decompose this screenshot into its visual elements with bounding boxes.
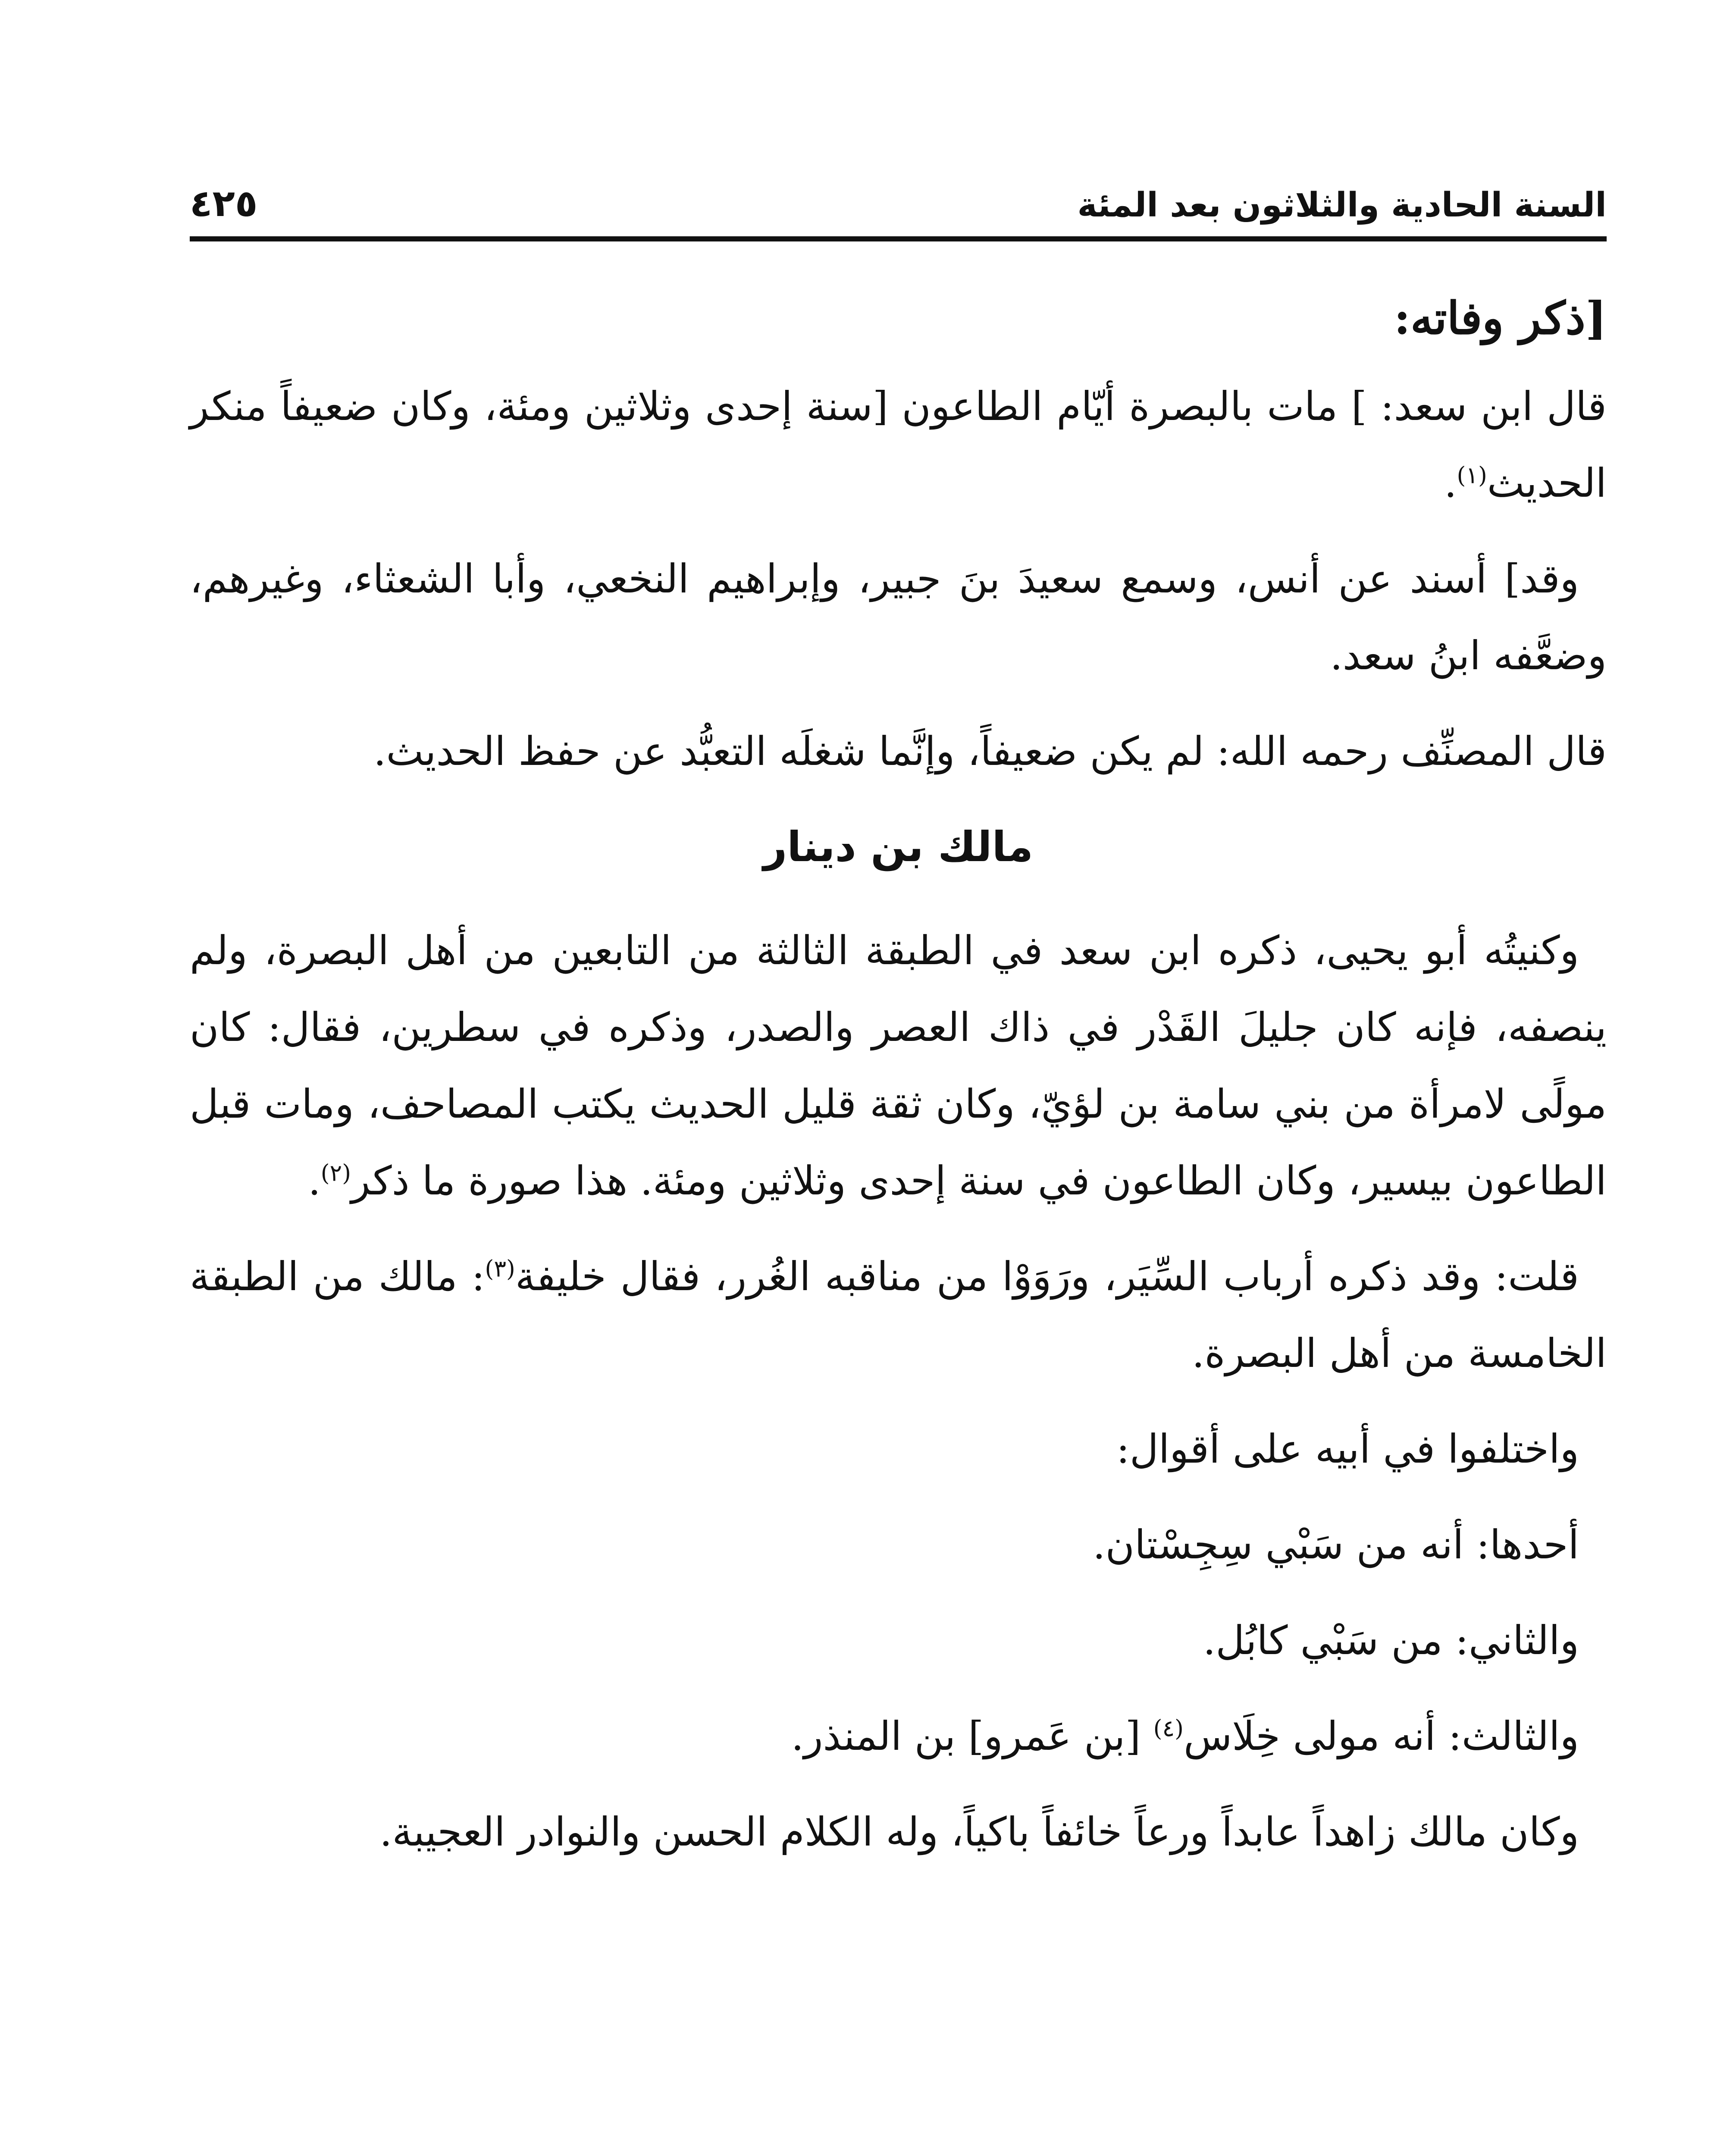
- paragraph-death-report: [190, 368, 1607, 522]
- paragraph-khalifa-quote: [190, 1238, 1607, 1392]
- page-header: [190, 155, 1607, 224]
- running-title: السنة الحادية والثلاثون بعد المئة: [1077, 186, 1607, 225]
- paragraph-text: قال ابن سعد: ] مات بالبصرة أيّام الطاعون [سنة إحدى وثلاثين ومئة، وكان ضعيفاً منكر الحديث: [190, 383, 1607, 506]
- paragraph-malik-character: وكان مالك زاهداً عابداً ورعاً خائفاً باكياً، وله الكلام الحسن والنوادر العجيبة.: [379, 1809, 1579, 1855]
- paragraph-text: .: [308, 1158, 321, 1204]
- footnote-reference: (٤): [1153, 1714, 1184, 1742]
- paragraph-text: قلت: وقد ذكره أرباب السِّيَر، ورَوَوْا من مناقبه الغُرر، فقال خليفة: [515, 1253, 1579, 1300]
- biography-heading: مالك بن دينار: [763, 823, 1033, 871]
- paragraph-text: .: [1444, 460, 1457, 506]
- opinion-item-second: والثاني: من سَبْي كابُل.: [1203, 1617, 1579, 1664]
- paragraph-text: وكنيتُه أبو يحيى، ذكره ابن سعد في الطبقة الثالثة من التابعين من أهل البصرة، ولم ينصفه، فإنه كان جليلَ القَدْر في ذاك العصر والصدر، وذكره في سطرين، فقال: كان مولًى لامرأة من بني سامة بن لؤيّ، وكان ثقة قليل الحديث يكتب المصاحف، ومات قبل الطاعون بيسير، وكان الطاعون في سنة إحدى وثلاثين ومئة. هذا صورة ما ذكر: [190, 928, 1607, 1204]
- main-text: [190, 280, 1607, 1890]
- footnote-reference: (٢): [320, 1159, 351, 1187]
- paragraph-text: [بن عَمرو] بن المنذر.: [791, 1713, 1153, 1759]
- header-rule: [190, 236, 1607, 241]
- opinion-item-first: أحدها: أنه من سَبْي سِجِسْتان.: [1093, 1522, 1579, 1568]
- paragraph-narrators: وقد] أسند عن أنس، وسمع سعيدَ بنَ جبير، وإبراهيم النخعي، وأبا الشعثاء، وغيرهم، وضعَّفه ابنُ سعد.: [190, 556, 1607, 679]
- paragraph-text: والثالث: أنه مولى خِلَاس: [1184, 1713, 1579, 1759]
- paragraph-author-comment: قال المصنِّف رحمه الله: لم يكن ضعيفاً، وإنَّما شغلَه التعبُّد عن حفظ الحديث.: [373, 728, 1607, 774]
- footnote-reference: (١): [1457, 461, 1487, 489]
- footnote-reference: (٣): [485, 1255, 515, 1282]
- paragraph-father-opinions: واختلفوا في أبيه على أقوال:: [1116, 1426, 1579, 1472]
- paragraph-text: : مالك من الطبقة الخامسة من أهل البصرة.: [190, 1253, 1607, 1376]
- opinion-item-third: [190, 1698, 1607, 1775]
- paragraph-malik-biography: [190, 912, 1607, 1219]
- section-heading: [ذكر وفاته:: [1394, 291, 1607, 345]
- page-number: ٤٢٥: [190, 182, 258, 226]
